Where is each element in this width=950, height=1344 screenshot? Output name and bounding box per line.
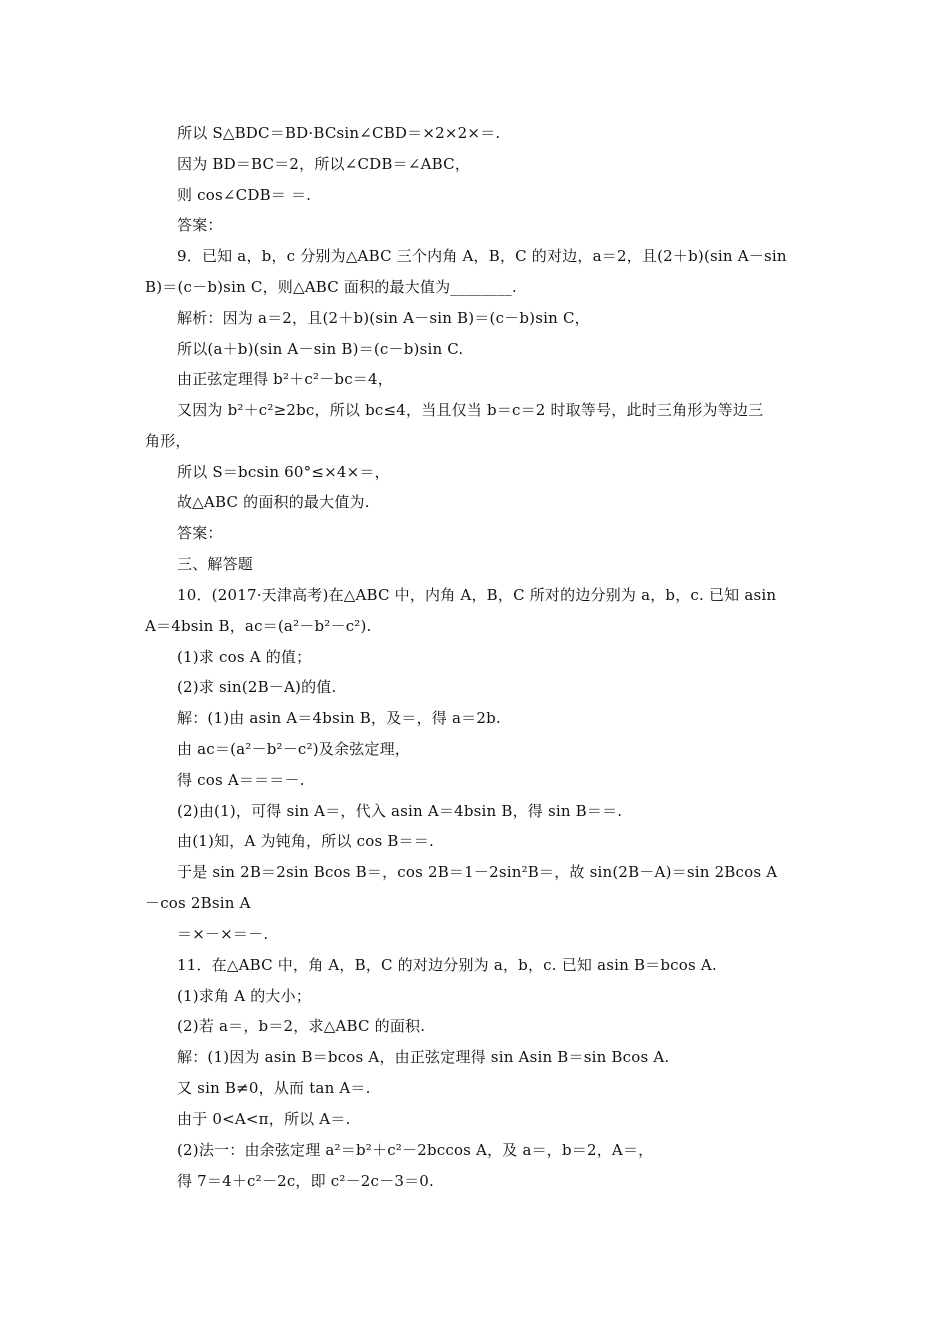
question-9-line: B)＝(c－b)sin C，则△ABC 面积的最大值为________.: [145, 278, 517, 296]
text-line: ＝×－×＝－.: [177, 925, 269, 943]
question-9-line: 9．已知 a，b，c 分别为△ABC 三个内角 A，B，C 的对边，a＝2，且(2＋b)(sin A－sin: [177, 247, 787, 265]
text-line: (1)求角 A 的大小；: [177, 987, 312, 1005]
text-line: 因为 BD＝BC＝2，所以∠CDB＝∠ABC，: [177, 155, 471, 173]
text-line: 由(1)知，A 为钝角，所以 cos B＝＝.: [177, 832, 434, 850]
text-line: 故△ABC 的面积的最大值为.: [177, 493, 370, 511]
section-heading: 三、解答题: [177, 555, 254, 573]
text-line: 角形，: [145, 432, 191, 450]
text-line: 答案：: [177, 524, 223, 542]
text-line: (2)若 a＝，b＝2，求△ABC 的面积.: [177, 1017, 426, 1035]
text-line: 由于 0<A<π，所以 A＝.: [177, 1110, 351, 1128]
question-10-line: A＝4bsin B，ac＝(a²－b²－c²).: [145, 617, 372, 635]
text-line: (2)求 sin(2B－A)的值.: [177, 678, 337, 696]
text-line: 由 ac＝(a²－b²－c²)及余弦定理，: [177, 740, 411, 758]
text-line: (1)求 cos A 的值；: [177, 648, 312, 666]
text-line: 得 cos A＝＝＝－.: [177, 771, 305, 789]
question-10-line: 10．(2017·天津高考)在△ABC 中，内角 A，B，C 所对的边分别为 a，b，c. 已知 asin: [177, 586, 777, 604]
text-line: 解：(1)因为 asin B＝bcos A，由正弦定理得 sin Asin B＝sin Bcos A.: [177, 1048, 670, 1066]
question-11-line: 11．在△ABC 中，角 A，B，C 的对边分别为 a，b，c. 已知 asin B＝bcos A.: [177, 956, 717, 974]
text-line: 解析：因为 a＝2，且(2＋b)(sin A－sin B)＝(c－b)sin C，: [177, 309, 590, 327]
text-line: 于是 sin 2B＝2sin Bcos B＝，cos 2B＝1－2sin²B＝，故 sin(2B－A)＝sin 2Bcos A: [177, 863, 778, 881]
text-line: 则 cos∠CDB＝ ＝.: [177, 186, 312, 204]
text-line: 得 7＝4＋c²－2c，即 c²－2c－3＝0.: [177, 1172, 434, 1190]
text-line: 解：(1)由 asin A＝4bsin B，及＝，得 a＝2b.: [177, 709, 501, 727]
text-line: (2)由(1)，可得 sin A＝，代入 asin A＝4bsin B，得 sin B＝＝.: [177, 802, 623, 820]
text-line: 又 sin B≠0，从而 tan A＝.: [177, 1079, 371, 1097]
text-line: －cos 2Bsin A: [145, 894, 251, 912]
text-line: 又因为 b²＋c²≥2bc，所以 bc≤4，当且仅当 b＝c＝2 时取等号，此时三角形为等边三: [177, 401, 764, 419]
text-line: 所以(a＋b)(sin A－sin B)＝(c－b)sin C.: [177, 340, 464, 358]
text-line: 答案：: [177, 216, 223, 234]
text-line: 所以 S＝bcsin 60°≤×4×＝，: [177, 463, 390, 481]
text-line: 所以 S△BDC＝BD·BCsin∠CBD＝×2×2×＝.: [177, 124, 501, 142]
text-line: 由正弦定理得 b²＋c²－bc＝4，: [177, 370, 393, 388]
text-line: (2)法一：由余弦定理 a²＝b²＋c²－2bccos A，及 a＝，b＝2，A＝，: [177, 1141, 654, 1159]
